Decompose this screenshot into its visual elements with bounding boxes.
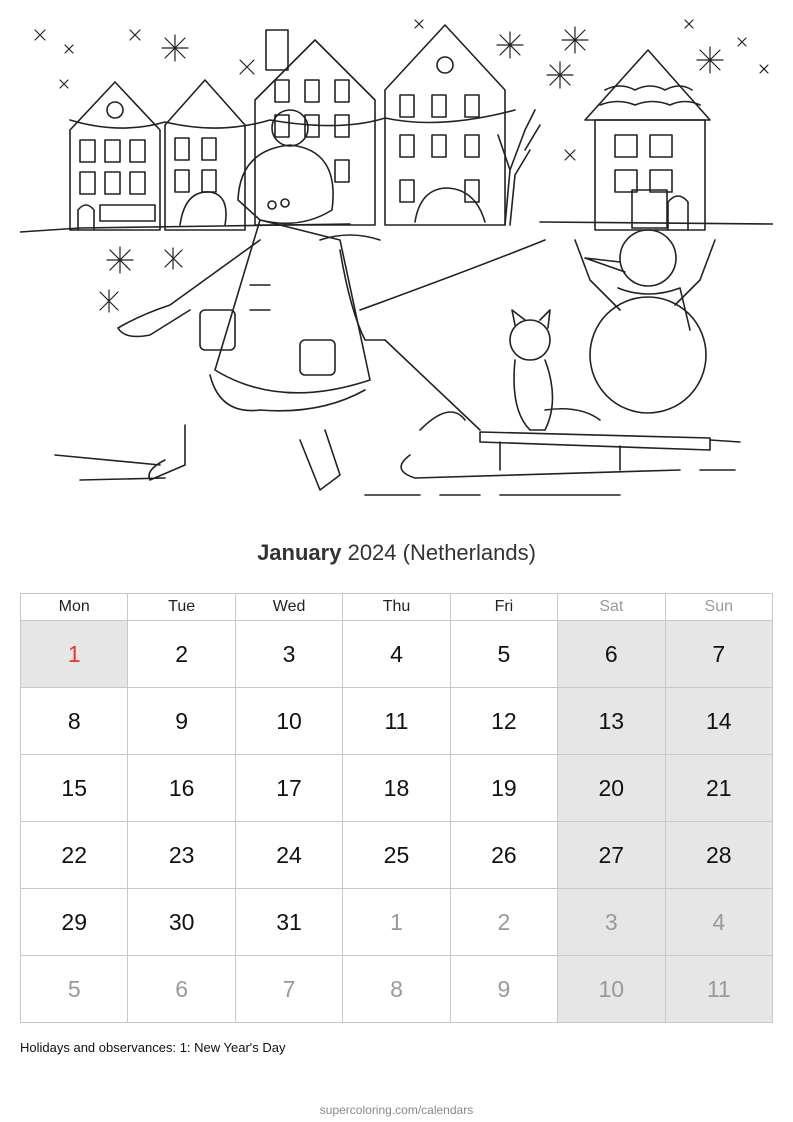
calendar-day-cell: 3 xyxy=(235,621,342,688)
calendar-day-cell: 19 xyxy=(450,755,557,822)
calendar-week-row xyxy=(21,755,773,822)
snowflakes xyxy=(35,20,768,312)
calendar-day-cell: 12 xyxy=(450,688,557,755)
calendar-day-cell: 30 xyxy=(128,889,235,956)
calendar-day-cell: 5 xyxy=(450,621,557,688)
weekday-sat: Sat xyxy=(558,594,665,621)
title-year-country: 2024 (Netherlands) xyxy=(347,540,536,565)
calendar-day-cell: 3 xyxy=(558,889,665,956)
calendar-day-cell: 24 xyxy=(235,822,342,889)
footer-link[interactable]: supercoloring.com/calendars xyxy=(319,1103,474,1117)
calendar-day-cell: 5 xyxy=(21,956,128,1023)
calendar-day-cell: 18 xyxy=(343,755,450,822)
calendar-grid xyxy=(20,593,773,1023)
calendar-day-cell: 23 xyxy=(128,822,235,889)
calendar-day-cell: 8 xyxy=(21,688,128,755)
house-right xyxy=(585,50,710,230)
calendar-day-cell: 20 xyxy=(558,755,665,822)
calendar-day-cell: 9 xyxy=(128,688,235,755)
calendar-day-cell: 21 xyxy=(665,755,772,822)
calendar-day-cell: 7 xyxy=(665,621,772,688)
calendar-day-cell: 25 xyxy=(343,822,450,889)
calendar-week-row xyxy=(21,889,773,956)
calendar-day-cell: 28 xyxy=(665,822,772,889)
title-month: January xyxy=(257,540,342,565)
sled xyxy=(401,412,710,478)
calendar-day-cell: 14 xyxy=(665,688,772,755)
calendar-week-row xyxy=(21,822,773,889)
house-middle xyxy=(255,30,375,225)
calendar-day-cell: 10 xyxy=(558,956,665,1023)
girl-pulling-sled xyxy=(118,110,385,490)
calendar-title xyxy=(0,540,793,566)
calendar-day-cell: 9 xyxy=(450,956,557,1023)
calendar-day-cell: 1 xyxy=(343,889,450,956)
house-left xyxy=(70,82,160,230)
weekday-fri: Fri xyxy=(450,594,557,621)
calendar-day-cell: 26 xyxy=(450,822,557,889)
calendar-day-cell: 4 xyxy=(343,621,450,688)
calendar-day-cell: 7 xyxy=(235,956,342,1023)
calendar-week-row xyxy=(21,956,773,1023)
calendar-day-cell: 11 xyxy=(665,956,772,1023)
weekday-tue: Tue xyxy=(128,594,235,621)
calendar-day-cell: 6 xyxy=(558,621,665,688)
weekday-sun: Sun xyxy=(665,594,772,621)
holidays-note: Holidays and observances: 1: New Year's Day xyxy=(20,1040,286,1055)
calendar-day-cell: 22 xyxy=(21,822,128,889)
cat xyxy=(510,310,600,430)
house-center-right xyxy=(385,25,505,225)
winter-coloring-illustration xyxy=(20,10,773,520)
calendar-day-cell: 13 xyxy=(558,688,665,755)
calendar-day-cell: 17 xyxy=(235,755,342,822)
calendar-day-cell: 16 xyxy=(128,755,235,822)
calendar-day-cell: 1 xyxy=(21,621,128,688)
calendar-day-cell: 11 xyxy=(343,688,450,755)
calendar-day-cell: 29 xyxy=(21,889,128,956)
house-second xyxy=(165,80,245,230)
calendar-day-cell: 2 xyxy=(128,621,235,688)
calendar-day-cell: 10 xyxy=(235,688,342,755)
calendar-week-row xyxy=(21,688,773,755)
weekday-thu: Thu xyxy=(343,594,450,621)
calendar-day-cell: 2 xyxy=(450,889,557,956)
calendar-day-cell: 4 xyxy=(665,889,772,956)
weekday-mon: Mon xyxy=(21,594,128,621)
calendar-day-cell: 6 xyxy=(128,956,235,1023)
weekday-header-row xyxy=(21,594,773,621)
calendar-week-row xyxy=(21,621,773,688)
calendar-day-cell: 8 xyxy=(343,956,450,1023)
weekday-wed: Wed xyxy=(235,594,342,621)
calendar-day-cell: 15 xyxy=(21,755,128,822)
calendar-day-cell: 31 xyxy=(235,889,342,956)
calendar-day-cell: 27 xyxy=(558,822,665,889)
